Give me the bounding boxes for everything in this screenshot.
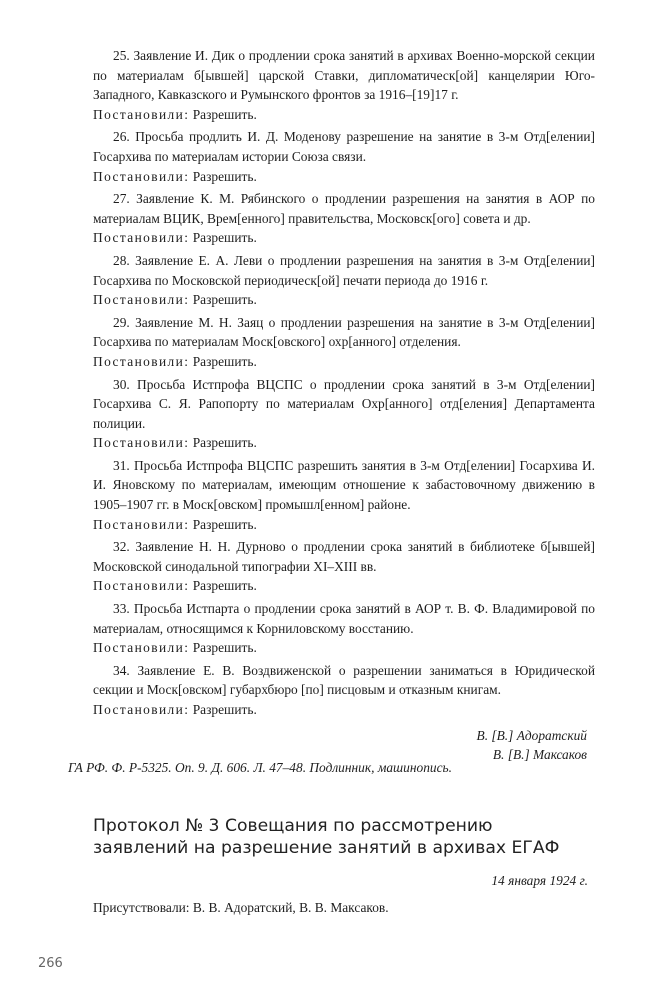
page-number: 266 [38, 956, 63, 971]
decision-line [93, 352, 595, 372]
decision-line [93, 290, 595, 310]
item-text [93, 189, 595, 228]
decision-line [93, 515, 595, 535]
decision-label: Постановили: [93, 230, 190, 246]
item-line: 31. Просьба Истпрофа ВЦСПС разрешить занятия в 3-м Отд[елении] Гос [113, 457, 540, 473]
protocol-date: 14 января 1924 г. [491, 873, 588, 888]
decision-line [93, 105, 595, 125]
item-line: секции по материалам б[ывшей] царской Ставки, дипломатическ[ой] канцеля [93, 48, 595, 83]
item-text [93, 456, 595, 515]
decision-value: Разрешить. [192, 168, 257, 184]
item-line: 30. Просьба Истпрофа ВЦСПС о продлении срока занятий в 3-м Отд[еле [113, 376, 570, 392]
item-text [93, 375, 595, 434]
item-text [93, 661, 595, 700]
item-line: 34. Заявление Е. В. Воздвиженской о разрешении заниматься в Юридиче [113, 662, 570, 678]
item-text [93, 537, 595, 576]
decision-value: Разрешить. [192, 516, 257, 532]
decision-label: Постановили: [93, 353, 190, 369]
item-text [93, 313, 595, 352]
decision-label: Постановили: [93, 516, 190, 532]
item-text [93, 251, 595, 290]
item-line: партамента полиции. [93, 396, 595, 431]
decision-label: Постановили: [93, 292, 190, 308]
decision-label: Постановили: [93, 640, 190, 656]
item-line: ской секции и Моск[овском] губархбюро [по] писцовым и отказным книгам. [93, 662, 595, 698]
item-line: нии] Госархива по материалам Моск[овского] охр[анного] отделения. [93, 314, 595, 350]
signature: В. [В.] Максаков [492, 746, 587, 762]
decision-line [93, 433, 595, 453]
item-line: нии] Госархива по Московской периодическ[ой] печати периода до 1916 г. [93, 252, 595, 288]
decision-label: Постановили: [93, 435, 190, 451]
attendees-line: Присутствовали: В. В. Адоратский, В. В. Максаков. [93, 900, 389, 915]
item-line: 28. Заявление Е. А. Леви о продлении разрешения на занятия в 3-м Отд[еле [113, 252, 570, 268]
item-line: 33. Просьба Истпарта о продлении срока занятий в АОР т. В. Ф. Владими [113, 601, 544, 617]
decision-line [93, 700, 595, 720]
item-line: 32. Заявление Н. Н. Дурново о продлении срока занятий в библиотеке б[ыв [113, 539, 568, 555]
decision-label: Постановили: [93, 702, 190, 717]
item-line: 25. Заявление И. Дик о продлении срока занятий в архивах Военно-морской [113, 48, 552, 63]
archival-source-note: ГА РФ. Ф. Р-5325. Оп. 9. Д. 606. Л. 47–48. Подлинник, машинопись. [68, 760, 452, 775]
item-line: архива И. И. Яновскому по материалам, имеющим отношение к забастовоч [93, 457, 595, 493]
protocol-title [93, 815, 573, 859]
decision-line [93, 228, 595, 248]
item-line: 26. Просьба продлить И. Д. Моденову разрешение на занятие в 3-м Отд[еле [113, 129, 570, 145]
decision-line [93, 167, 595, 187]
item-line: по материалам ВЦИК, Врем[енного] правительства, Московск[ого] совета и др. [93, 191, 595, 226]
item-line: 27. Заявление К. М. Рябинского о продлении разрешения на занятия в АОР [113, 191, 575, 207]
item-line: рии Юго-Западного, Кавказского и Румынского фронтов за 1916–[19]17 г. [93, 67, 596, 103]
item-text [93, 127, 595, 166]
decision-label: Постановили: [93, 168, 190, 184]
decision-value: Разрешить. [192, 640, 257, 656]
decision-label: Постановили: [93, 578, 190, 594]
item-line: нии] Госархива по материалам истории Союза связи. [93, 129, 595, 164]
item-text [93, 599, 595, 638]
decision-value: Разрешить. [192, 106, 257, 122]
decision-value: Разрешить. [192, 230, 257, 246]
protocol-title-line: Протокол № 3 Совещания по рассмотрению [93, 816, 493, 836]
items-list [93, 46, 595, 764]
item-line: 29. Заявление М. Н. Заяц о продлении разрешения на занятие в 3-м Отд[еле [113, 314, 570, 330]
decision-value: Разрешить. [192, 292, 257, 308]
item-line: шей] Московской синодальной типографии XI–XIII вв. [93, 539, 595, 574]
decision-value: Разрешить. [192, 435, 257, 451]
decision-line [93, 638, 595, 658]
item-line: нии] Госархива С. Я. Рапопорту по материалам Охр[анного] отд[еления] Де [93, 376, 595, 412]
item-text [93, 46, 595, 105]
item-line: ному движению в 1905–1907 гг. в Моск[овском] промышл[енном] районе. [93, 477, 595, 513]
decision-line [93, 576, 595, 596]
signature: В. [В.] Адоратский [476, 727, 587, 743]
item-line: ровой по материалам, относящимся к Корниловскому восстанию. [93, 601, 595, 636]
decision-value: Разрешить. [192, 578, 257, 594]
decision-value: Разрешить. [192, 702, 257, 717]
decision-value: Разрешить. [192, 353, 257, 369]
protocol-title-line: заявлений на разрешение занятий в архивах ЕГАФ [93, 838, 560, 858]
decision-label: Постановили: [93, 106, 190, 122]
